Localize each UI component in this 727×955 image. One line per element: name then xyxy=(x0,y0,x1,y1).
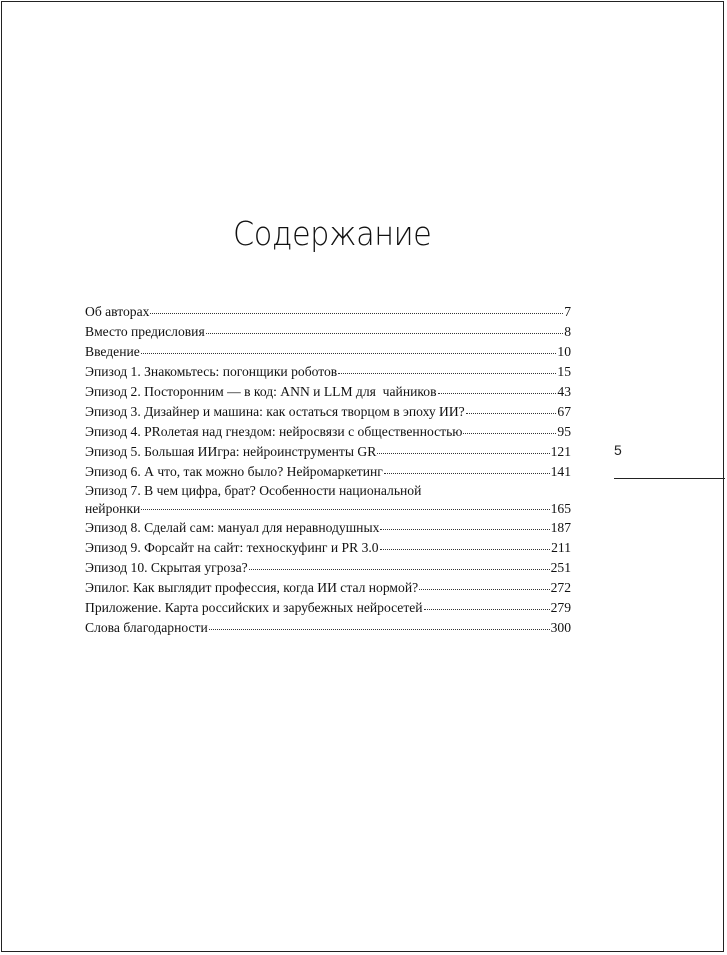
toc-leader-dots xyxy=(384,472,550,474)
toc-entry-page: 279 xyxy=(550,600,571,615)
toc-entry-page: 95 xyxy=(557,424,571,439)
book-page xyxy=(1,1,724,952)
toc-leader-dots xyxy=(380,548,551,550)
toc-leader-dots xyxy=(466,412,557,414)
toc-leader-dots xyxy=(419,588,549,590)
toc-entry-title: Приложение. Карта российских и зарубежных нейросетей xyxy=(85,600,423,615)
toc-entry xyxy=(85,578,571,598)
toc-entry-page: 7 xyxy=(564,304,571,319)
toc-entry-second-line xyxy=(85,500,571,518)
toc-entry-page: 187 xyxy=(550,520,571,535)
toc-entry-title: Эпилог. Как выглядит профессия, когда ИИ стал нормой? xyxy=(85,580,419,595)
toc-entry-title: Об авторах xyxy=(85,304,150,319)
toc-entry-title: Введение xyxy=(85,344,140,359)
toc-leader-dots xyxy=(438,392,557,394)
toc-leader-dots xyxy=(338,372,556,374)
toc-entry-page: 67 xyxy=(557,404,571,419)
toc-leader-dots xyxy=(141,352,557,354)
toc-entry xyxy=(85,482,571,518)
toc-leader-dots xyxy=(463,432,556,434)
toc-entry xyxy=(85,422,571,442)
toc-entry-title-line1: Эпизод 7. В чем цифра, брат? Особенности национальной xyxy=(85,483,422,498)
toc-entry-page: 10 xyxy=(557,344,571,359)
toc-entry-title-line2: нейронки xyxy=(85,501,141,516)
toc-entry xyxy=(85,322,571,342)
toc-entry-title: Эпизод 4. PRолетая над гнездом: нейросвязи с общественностью xyxy=(85,424,463,439)
table-of-contents xyxy=(85,302,571,638)
toc-entry-title: Эпизод 8. Сделай сам: мануал для неравнодушных xyxy=(85,520,380,535)
toc-entry xyxy=(85,462,571,482)
toc-entry xyxy=(85,342,571,362)
toc-entry xyxy=(85,402,571,422)
toc-entry-title: Эпизод 5. Большая ИИгра: нейроинструменты GR xyxy=(85,444,377,459)
toc-entry-title: Эпизод 6. А что, так можно было? Нейромаркетинг xyxy=(85,464,383,479)
page-number: 5 xyxy=(614,442,622,458)
toc-entry xyxy=(85,618,571,638)
toc-entry xyxy=(85,558,571,578)
toc-leader-dots xyxy=(377,452,549,454)
toc-entry-page: 300 xyxy=(550,620,571,635)
toc-leader-dots xyxy=(141,508,549,510)
toc-leader-dots xyxy=(150,312,563,314)
toc-entry-page: 121 xyxy=(550,444,571,459)
toc-entry xyxy=(85,362,571,382)
toc-leader-dots xyxy=(424,608,550,610)
toc-entry-title: Эпизод 3. Дизайнер и машина: как остаться творцом в эпоху ИИ? xyxy=(85,404,465,419)
toc-entry xyxy=(85,598,571,618)
toc-entry-page: 15 xyxy=(557,364,571,379)
toc-entry-page: 8 xyxy=(564,324,571,339)
toc-entry xyxy=(85,538,571,558)
margin-rule xyxy=(614,478,725,479)
toc-entry-page: 272 xyxy=(550,580,571,595)
toc-entry-title: Эпизод 9. Форсайт на сайт: техноскуфинг и PR 3.0 xyxy=(85,540,379,555)
toc-entry-title: Вместо предисловия xyxy=(85,324,205,339)
toc-leader-dots xyxy=(380,528,549,530)
toc-entry-title: Слова благодарности xyxy=(85,620,208,635)
toc-entry-page: 251 xyxy=(550,560,571,575)
toc-leader-dots xyxy=(249,568,550,570)
toc-leader-dots xyxy=(209,628,550,630)
toc-entry xyxy=(85,302,571,322)
toc-leader-dots xyxy=(206,332,563,334)
page-title: Содержание xyxy=(233,214,432,253)
toc-entry xyxy=(85,382,571,402)
toc-entry xyxy=(85,518,571,538)
toc-entry-page: 165 xyxy=(550,501,571,516)
toc-entry-title: Эпизод 10. Скрытая угроза? xyxy=(85,560,248,575)
toc-entry-title: Эпизод 2. Посторонним — в код: ANN и LLM для чайников xyxy=(85,384,437,399)
toc-entry-title: Эпизод 1. Знакомьтесь: погонщики роботов xyxy=(85,364,338,379)
toc-entry-page: 211 xyxy=(551,540,571,555)
toc-entry-page: 43 xyxy=(557,384,571,399)
toc-entry-page: 141 xyxy=(550,464,571,479)
toc-entry xyxy=(85,442,571,462)
